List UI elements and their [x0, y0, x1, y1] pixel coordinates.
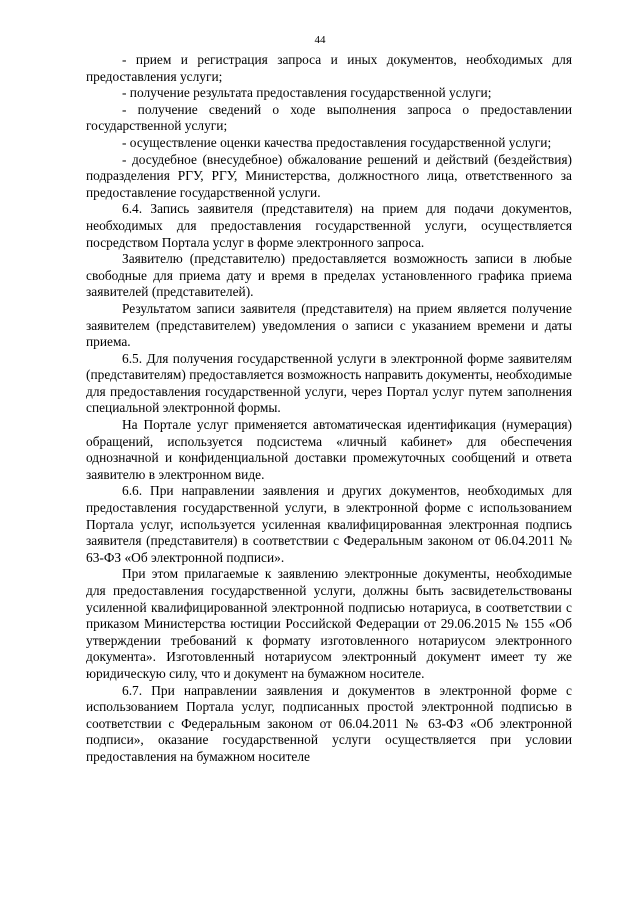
paragraph-1: - прием и регистрация запроса и иных документов, необходимых для предоставления услуги; [86, 52, 572, 84]
page-number: 44 [314, 34, 326, 46]
document-body [86, 52, 572, 766]
paragraph-6: 6.4. Запись заявителя (представителя) на прием для подачи документов, необходимых для предоставления государственной услуги, осуществляется посредством Портала услуг в форме электронного запроса. [86, 201, 572, 250]
paragraph-5: - досудебное (внесудебное) обжалование решений и действий (бездействия) подразделения РГУ, РГУ, Министерства, должностного лица, ответственного за предоставление государственной услуги. [86, 151, 572, 200]
paragraph-9: 6.5. Для получения государственной услуги в электронной форме заявителям (представителям) предоставляется возможность направить документы, необходимые для предоставления государственной услуги, через Портал услуг путем заполнения специальной электронной формы. [86, 350, 572, 416]
paragraph-2: - получение результата предоставления государственной услуги; [122, 85, 492, 101]
paragraph-12: При этом прилагаемые к заявлению электронные документы, необходимые для предоставления государственной услуги, должны быть засвидетельствованы усиленной квалифицированной электронной подписью нотариуса, в соответствии с приказом Министерства юстиции Российской Федерации от 29.06.2015 № 155 «Об утверждении требований к формату изготовленного нотариусом электронного документа». Изготовленный нотариусом электронный документ имеет ту же юридическую силу, что и документ на бумажном носителе. [86, 566, 572, 681]
paragraph-8: Результатом записи заявителя (представителя) на прием является получение заявителем (представителем) уведомления о записи с указанием времени и даты приема. [86, 300, 572, 350]
paragraph-7: Заявителю (представителю) предоставляется возможность записи в любые свободные для приема дату и время в пределах установленного графика приема заявителей (представителей). [86, 251, 572, 300]
paragraph-4: - осуществление оценки качества предоставления государственной услуги; [122, 134, 552, 150]
paragraph-13: 6.7. При направлении заявления и документов в электронной форме с использованием Портала услуг, подписанных простой электронной подписью в соответствии с Федеральным законом от 06.04.2011 № 63-ФЗ «Об электронной подписи», оказание государственной услуги осуществляется при условии предоставления на бумажном носителе [86, 682, 572, 764]
paragraph-3: - получение сведений о ходе выполнения запроса о предоставлении государственной услуги; [86, 101, 572, 134]
paragraph-10: На Портале услуг применяется автоматическая идентификация (нумерация) обращений, используется подсистема «личный кабинет» для обеспечения однозначной и конфиденциальной доставки промежуточных сообщений и ответа заявителю в электронном виде. [86, 417, 572, 482]
paragraph-11: 6.6. При направлении заявления и других документов, необходимых для предоставления государственной услуги, в электронной форме с использованием Портала услуг, используется усиленная квалифицированная электронная подпись заявителя (представителя) в соответствии с Федеральным законом от 06.04.2011 № 63-ФЗ «Об электронной подписи». [86, 483, 572, 565]
